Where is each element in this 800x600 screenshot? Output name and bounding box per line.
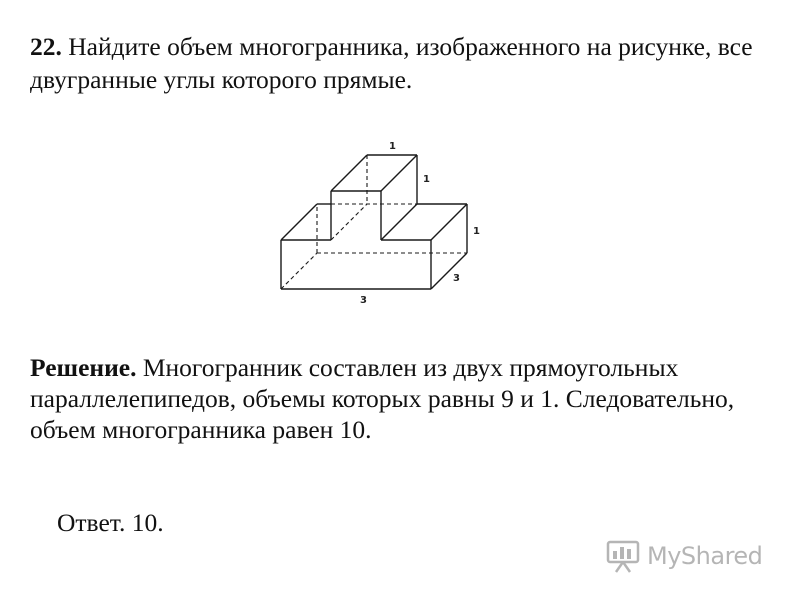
label-base-depth: 3 xyxy=(453,273,460,284)
label-upper-height: 1 xyxy=(423,174,430,185)
cube-right-top-edge xyxy=(381,155,417,191)
base-right-bottom-edge xyxy=(431,253,467,289)
hidden-cube-bottom-left-edge xyxy=(331,204,367,240)
presentation-board-icon xyxy=(605,538,641,574)
problem-number: 22. xyxy=(30,32,62,61)
problem-statement xyxy=(30,30,780,96)
polyhedron-figure xyxy=(270,132,500,312)
watermark xyxy=(605,536,775,576)
watermark-text: MyShared xyxy=(647,542,763,570)
solution-lead: Решение. xyxy=(30,353,137,382)
base-left-top-edge xyxy=(281,204,317,240)
base-right-top-edge xyxy=(431,204,467,240)
hidden-base-left-bottom-edge xyxy=(281,253,317,289)
problem-text: Найдите объем многогранника, изображенного на рисунке, все двугранные углы которого прямые. xyxy=(30,32,753,94)
answer-text: Ответ. 10. xyxy=(57,508,164,537)
solution-text-block xyxy=(30,352,780,445)
cube-left-top-edge xyxy=(331,155,367,191)
label-base-height: 1 xyxy=(473,226,480,237)
label-top-width: 1 xyxy=(389,141,396,152)
base-top-notch-edge xyxy=(381,204,417,240)
solution-text: Многогранник составлен из двух прямоугольных параллелепипедов, объемы которых равны 9 и 1. Следовательно, объем многогранника равен 10. xyxy=(30,353,735,444)
label-base-width: 3 xyxy=(360,295,367,306)
